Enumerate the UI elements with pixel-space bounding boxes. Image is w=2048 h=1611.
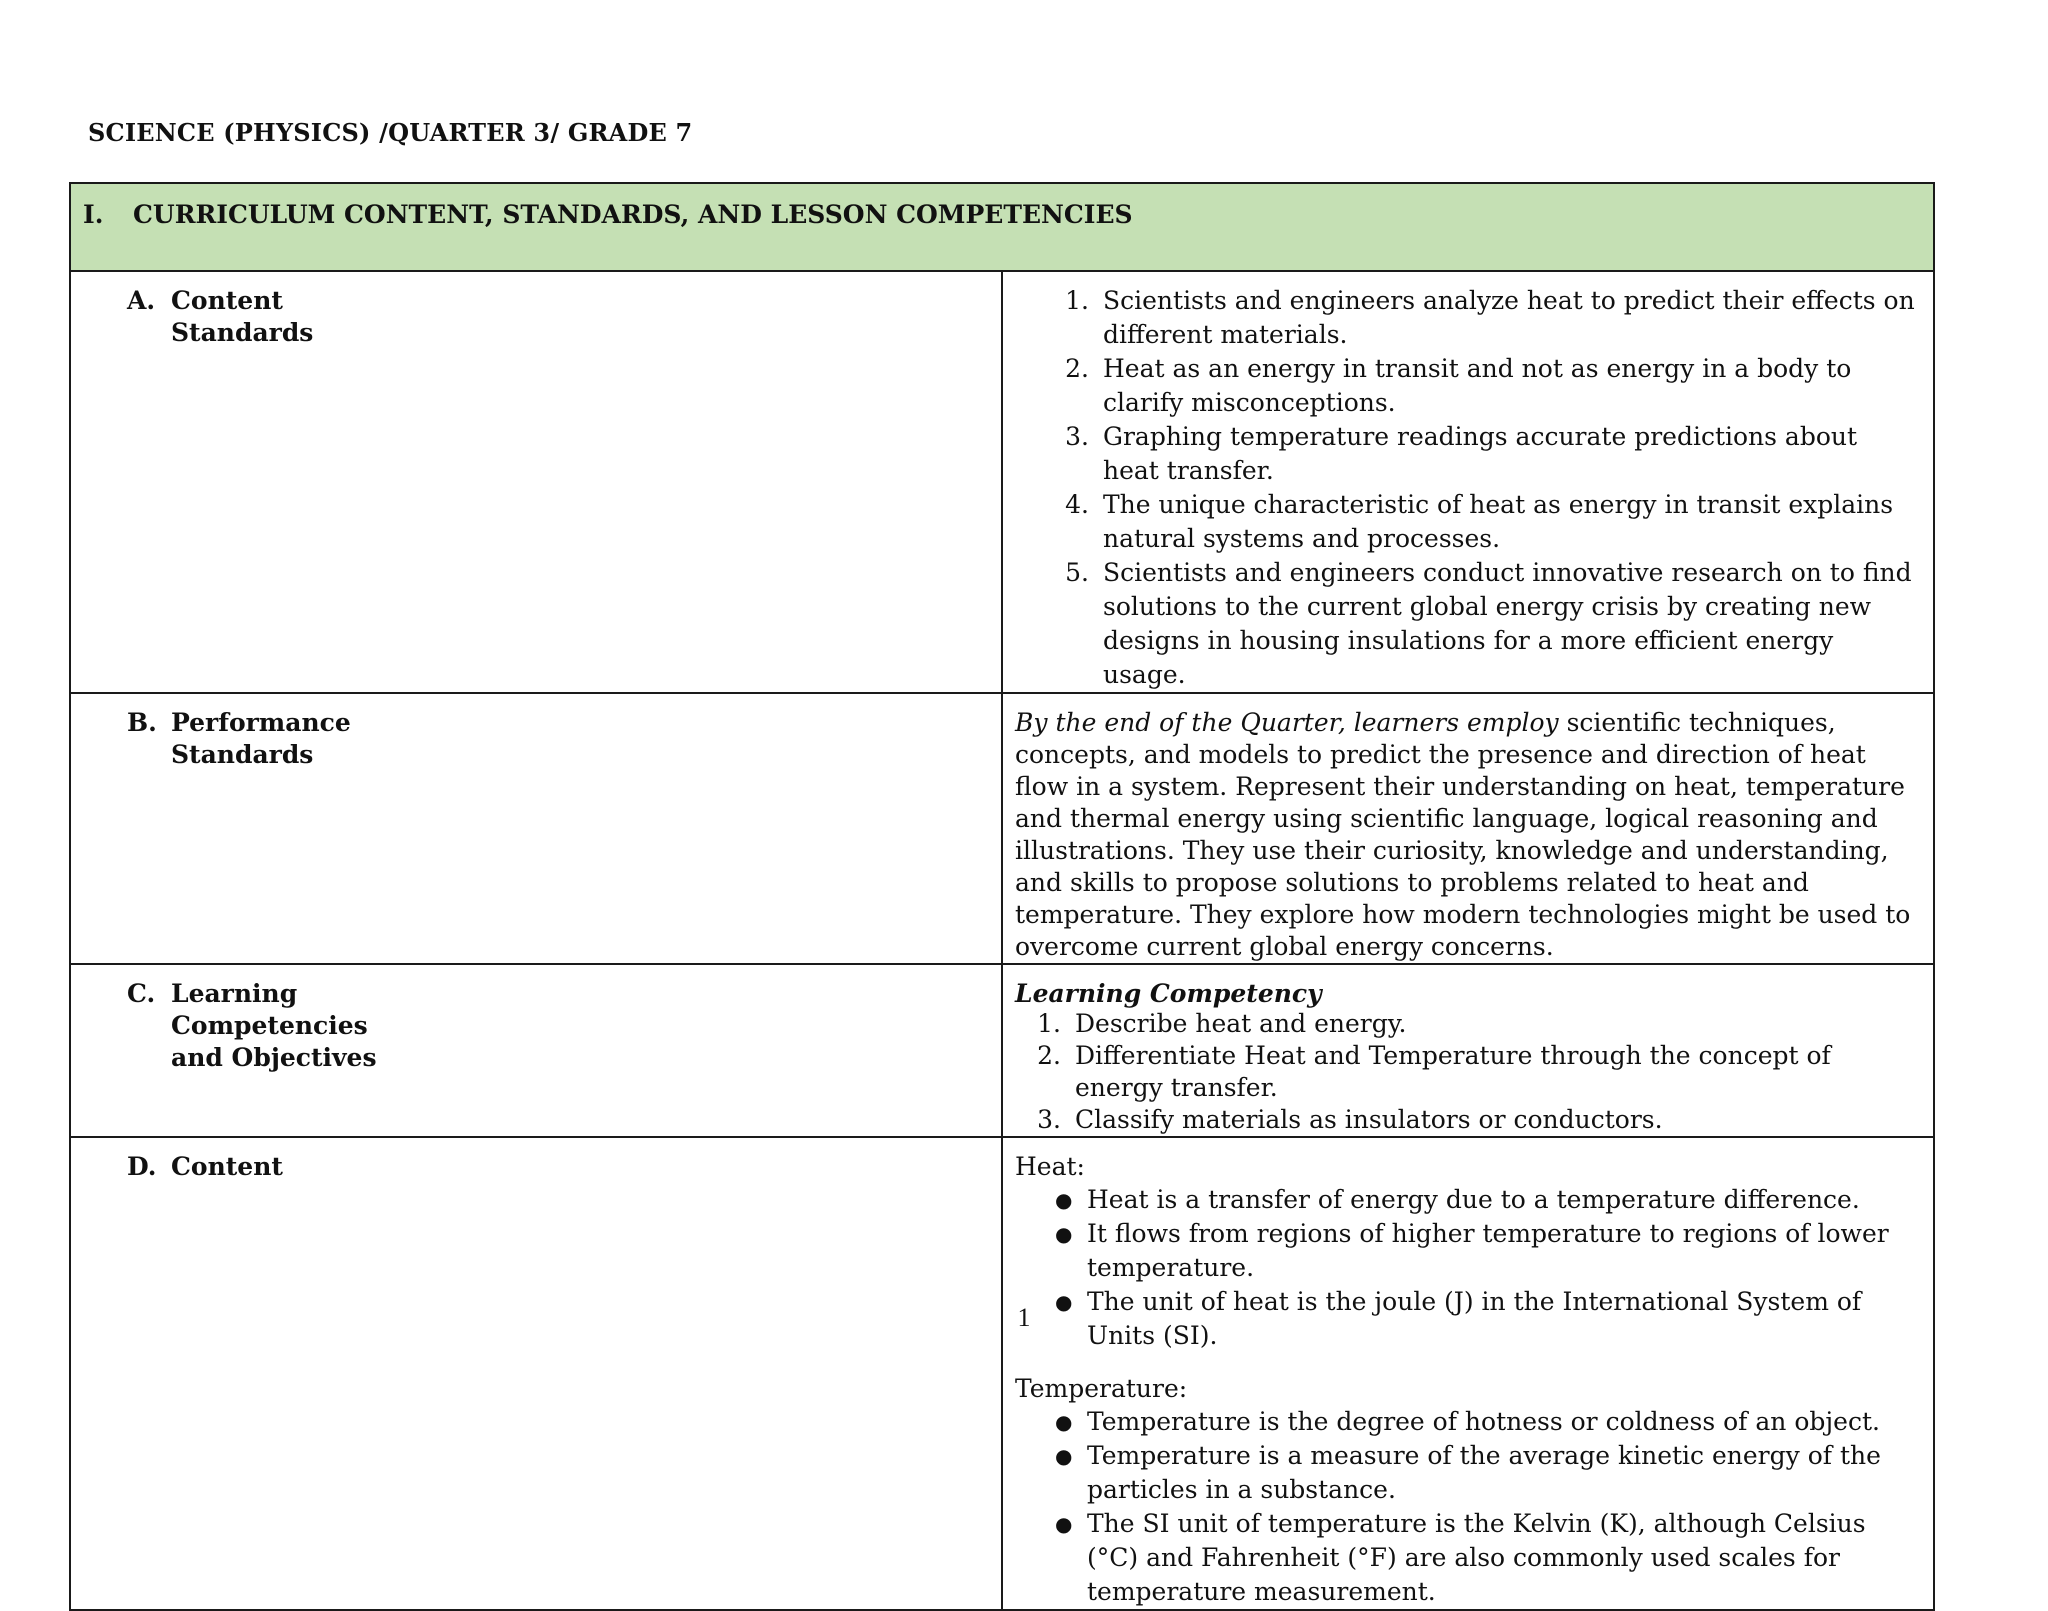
document-title: SCIENCE (PHYSICS) /QUARTER 3/ GRADE 7 — [88, 118, 693, 147]
bullet-icon: ● — [1055, 1290, 1073, 1314]
list-item: 1. Scientists and engineers analyze heat to predict their effects on different materials. — [1065, 286, 1915, 349]
content-standards-list — [1015, 284, 1917, 692]
content-label-cell — [70, 1137, 1002, 1610]
performance-standards-row — [70, 693, 1934, 964]
performance-standards-cell — [1002, 693, 1934, 964]
performance-standards-label-cell — [70, 693, 1002, 964]
row-label: Content — [171, 1152, 283, 1181]
section-title: CURRICULUM CONTENT, STANDARDS, AND LESSON COMPETENCIES — [133, 200, 1133, 229]
list-item: 2. Differentiate Heat and Temperature through the concept of energy transfer. — [1037, 1041, 1831, 1102]
page-number: 1 — [1017, 1303, 1031, 1332]
row-label: Content Standards — [171, 286, 314, 347]
curriculum-table — [69, 182, 1935, 1611]
learning-competencies-cell — [1002, 964, 1934, 1137]
bullet-icon: ● — [1055, 1512, 1073, 1536]
bullet-icon: ● — [1055, 1188, 1073, 1212]
bullet-icon: ● — [1055, 1222, 1073, 1246]
section-header-cell — [70, 183, 1934, 271]
temperature-heading: Temperature: — [1015, 1374, 1188, 1403]
content-standards-cell — [1002, 271, 1934, 693]
bullet-icon: ● — [1055, 1410, 1073, 1434]
content-cell — [1002, 1137, 1934, 1610]
content-row — [70, 1137, 1934, 1610]
competency-list — [1015, 1008, 1917, 1136]
row-letter: C. — [127, 979, 156, 1008]
list-item: ● The unit of heat is the joule (J) in the International System of Units (SI). — [1015, 1285, 1917, 1353]
list-item: 5. Scientists and engineers conduct innovative research on to find solutions to the current global energy crisis by creating new designs in housing insulations for a more efficient energy usage. — [1065, 558, 1912, 689]
list-item: 2. Heat as an energy in transit and not as energy in a body to clarify misconceptions. — [1065, 354, 1852, 417]
competency-heading: Learning Competency — [1015, 979, 1322, 1008]
bullet-icon: ● — [1055, 1444, 1073, 1468]
list-item: ● Temperature is a measure of the average kinetic energy of the particles in a substance. — [1015, 1439, 1917, 1507]
learning-competencies-label-cell — [70, 964, 1002, 1137]
row-letter: B. — [127, 708, 157, 737]
temperature-list — [1015, 1405, 1917, 1609]
list-item: 4. The unique characteristic of heat as energy in transit explains natural systems and processes. — [1065, 490, 1894, 553]
heat-heading: Heat: — [1015, 1152, 1085, 1181]
content-standards-row — [70, 271, 1934, 693]
list-item: 3. Graphing temperature readings accurate predictions about heat transfer. — [1065, 422, 1858, 485]
list-item: 1. Describe heat and energy. — [1037, 1009, 1407, 1038]
list-item: ● It flows from regions of higher temperature to regions of lower temperature. — [1015, 1217, 1917, 1285]
list-item: ● Temperature is the degree of hotness or coldness of an object. — [1015, 1405, 1917, 1439]
list-item: 3. Classify materials as insulators or conductors. — [1037, 1105, 1663, 1134]
row-label: Performance Standards — [171, 708, 351, 769]
performance-body: scientific techniques, concepts, and models to predict the presence and direction of heat flow in a system. Represent their understanding on heat, temperature and thermal energy using scientific language, logical reasoning and illustrations. They use their curiosity, knowledge and understanding, and skills to propose solutions to problems related to heat and temperature. They explore how modern technologies might be used to overcome current global energy concerns. — [1015, 708, 1911, 961]
learning-competencies-row — [70, 964, 1934, 1137]
performance-intro: By the end of the Quarter, learners employ — [1015, 708, 1559, 737]
row-letter: A. — [127, 286, 156, 315]
content-standards-label-cell — [70, 271, 1002, 693]
row-letter: D. — [127, 1152, 157, 1181]
section-header-row — [70, 183, 1934, 271]
section-number: I. — [83, 200, 104, 229]
list-item: ● The SI unit of temperature is the Kelvin (K), although Celsius (°C) and Fahrenheit (°F) are also commonly used scales for temperature measurement. — [1015, 1507, 1917, 1609]
row-label: Learning Competencies and Objectives — [171, 979, 377, 1072]
performance-standards-text — [1003, 694, 1933, 963]
list-item: ● Heat is a transfer of energy due to a temperature difference. — [1015, 1183, 1917, 1217]
